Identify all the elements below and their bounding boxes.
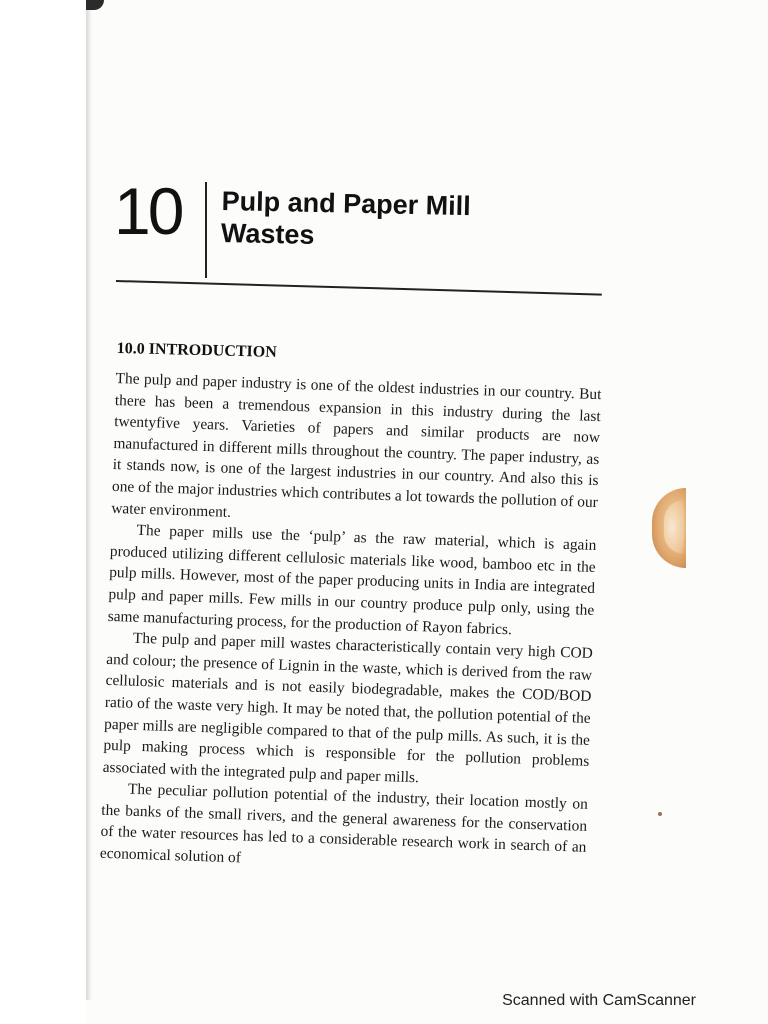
- paragraph: The paper mills use the ‘pulp’ as the raw material, which is again produced utilizing different cellulosic materials like wood, bamboo etc in the pulp mills. However, most of the paper producing units in India are integrated pulp and paper mills. Few mills in our country produce pulp only, using the same manufacturing process, for the production of Rayon fabrics.: [107, 521, 597, 638]
- chapter-divider: [205, 182, 207, 278]
- page-speck: [658, 812, 662, 816]
- book-binding: [0, 0, 86, 1024]
- paragraph: The peculiar pollution potential of the industry, their location mostly on the banks of the small rivers, and the general awareness for the conservation of the water resources has led to a considerable research work in search of an economical solution of: [99, 780, 589, 867]
- chapter-title: Pulp and Paper Mill Wastes: [220, 185, 471, 250]
- section-heading: 10.0 INTRODUCTION: [116, 340, 277, 361]
- page-gutter-shadow: [86, 0, 92, 1000]
- paragraph: The pulp and paper mill wastes characteristically contain very high COD and colour; the presence of Lignin in the waste, which is derived from the raw cellulosic materials and is not easily biodegradable, makes the COD/BOD ratio of the waste very high. It may be noted that, the pollution potential of the paper mills are negligible compared to that of the pulp mills. As such, it is the pulp making process which is responsible for the pollution problems associated with the integrated pulp and paper mills.: [102, 629, 594, 786]
- scanner-watermark: Scanned with CamScanner: [502, 992, 696, 1009]
- fingernail-image: [664, 500, 684, 554]
- chapter-number: 10: [114, 174, 182, 248]
- paragraph: The pulp and paper industry is one of the oldest industries in our country. But there has been a tremendous expansion in this industry during the last twentyfive years. Varieties of papers and similar products are now manufactured in different mills throughout the country. The paper industry, as it stands now, is one of the largest industries in our country. And also this is one of the major industries which contributes a lot towards the pollution of our water environment.: [111, 369, 602, 521]
- body-text: [100, 368, 602, 880]
